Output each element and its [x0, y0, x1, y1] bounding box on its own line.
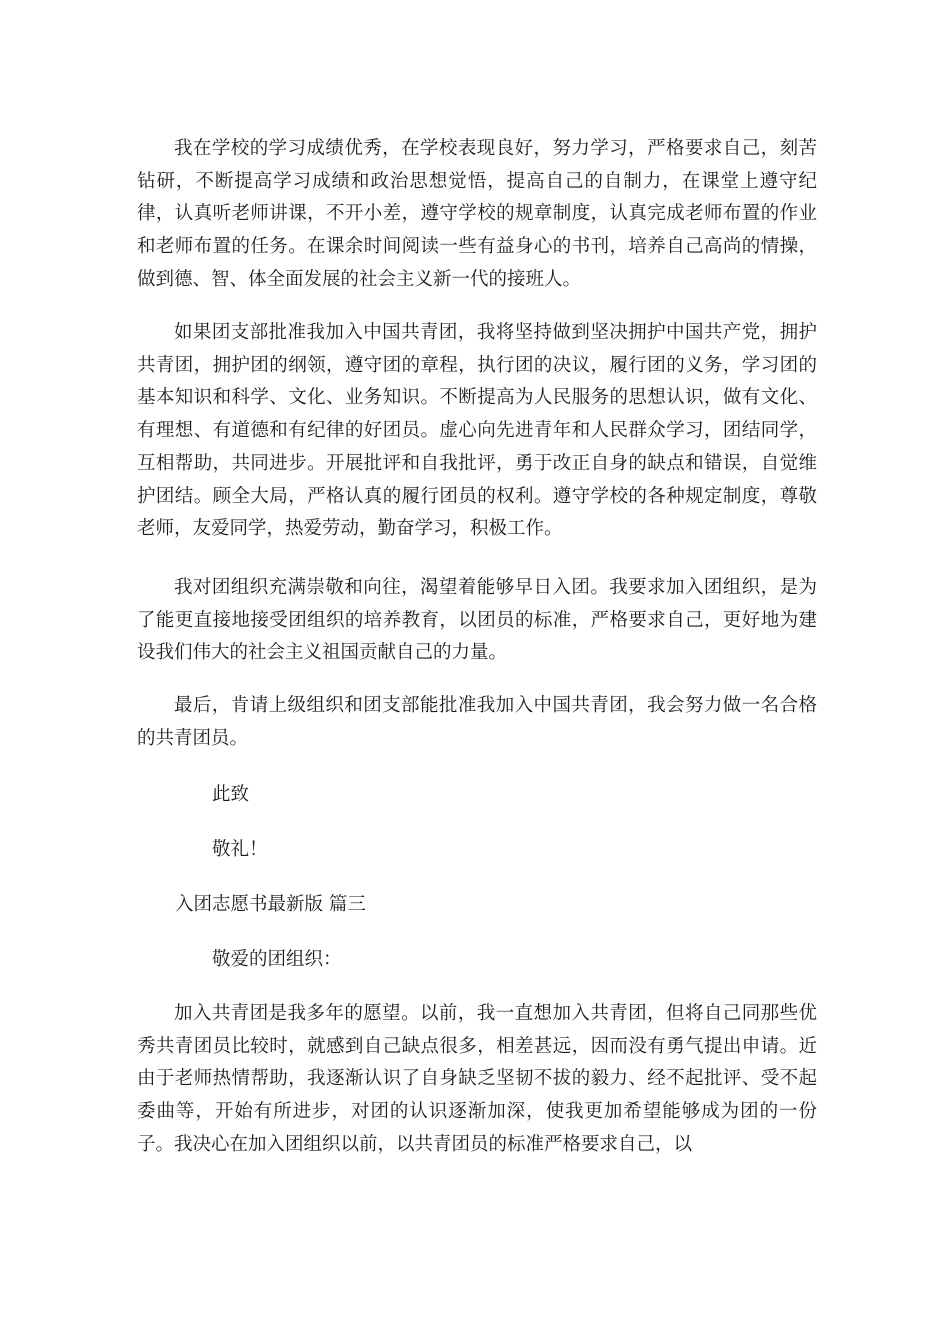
paragraph-commitment: 如果团支部批准我加入中国共青团，我将坚持做到坚决拥护中国共产党，拥护共青团，拥护团的纲领，遵守团的章程，执行团的决议，履行团的义务，学习团的基本知识和科学、文化、业务知识。不断提高为人民服务的思想认识，做有文化、有理想、有道德和有纪律的好团员。虚心向先进青年和人民群众学习，团结同学，互相帮助，共同进步。开展批评和自我批评，勇于改正自身的缺点和错误，自觉维护团结。顾全大局，严格认真的履行团员的权利。遵守学校的各种规定制度，尊敬老师，友爱同学，热爱劳动，勤奋学习，积极工作。	[137, 322, 817, 540]
salutation: 敬爱的团组织：	[212, 949, 342, 970]
closing-salute: 敬礼！	[212, 839, 268, 860]
closing-greeting: 此致	[212, 784, 250, 805]
paragraph-school-performance: 我在学校的学习成绩优秀，在学校表现良好，努力学习，严格要求自己，刻苦钻研，不断提高学习成绩和政治思想觉悟，提高自己的自制力，在课堂上遵守纪律，认真听老师讲课，不开小差，遵守学校的规章制度，认真完成老师布置的作业和老师布置的任务。在课余时间阅读一些有益身心的书刊，培养自己高尚的情操，做到德、智、体全面发展的社会主义新一代的接班人。	[137, 138, 817, 290]
paragraph-request: 最后，肯请上级组织和团支部能批准我加入中国共青团，我会努力做一名合格的共青团员。	[137, 695, 817, 749]
section-title: 入团志愿书最新版 篇三	[175, 894, 366, 915]
paragraph-application-body: 加入共青团是我多年的愿望。以前，我一直想加入共青团，但将自己同那些优秀共青团员比较时，就感到自己缺点很多，相差甚远，因而没有勇气提出申请。近由于老师热情帮助，我逐渐认识了自身缺乏坚韧不拔的毅力、经不起批评、受不起委曲等，开始有所进步，对团的认识逐渐加深，使我更加希望能够成为团的一份子。我决心在加入团组织以前，以共青团员的标准严格要求自己，以	[137, 1003, 817, 1155]
paragraph-aspiration: 我对团组织充满崇敬和向往，渴望着能够早日入团。我要求加入团组织，是为了能更直接地接受团组织的培养教育，以团员的标准，严格要求自己，更好地为建设我们伟大的社会主义祖国贡献自己的力量。	[137, 577, 817, 664]
